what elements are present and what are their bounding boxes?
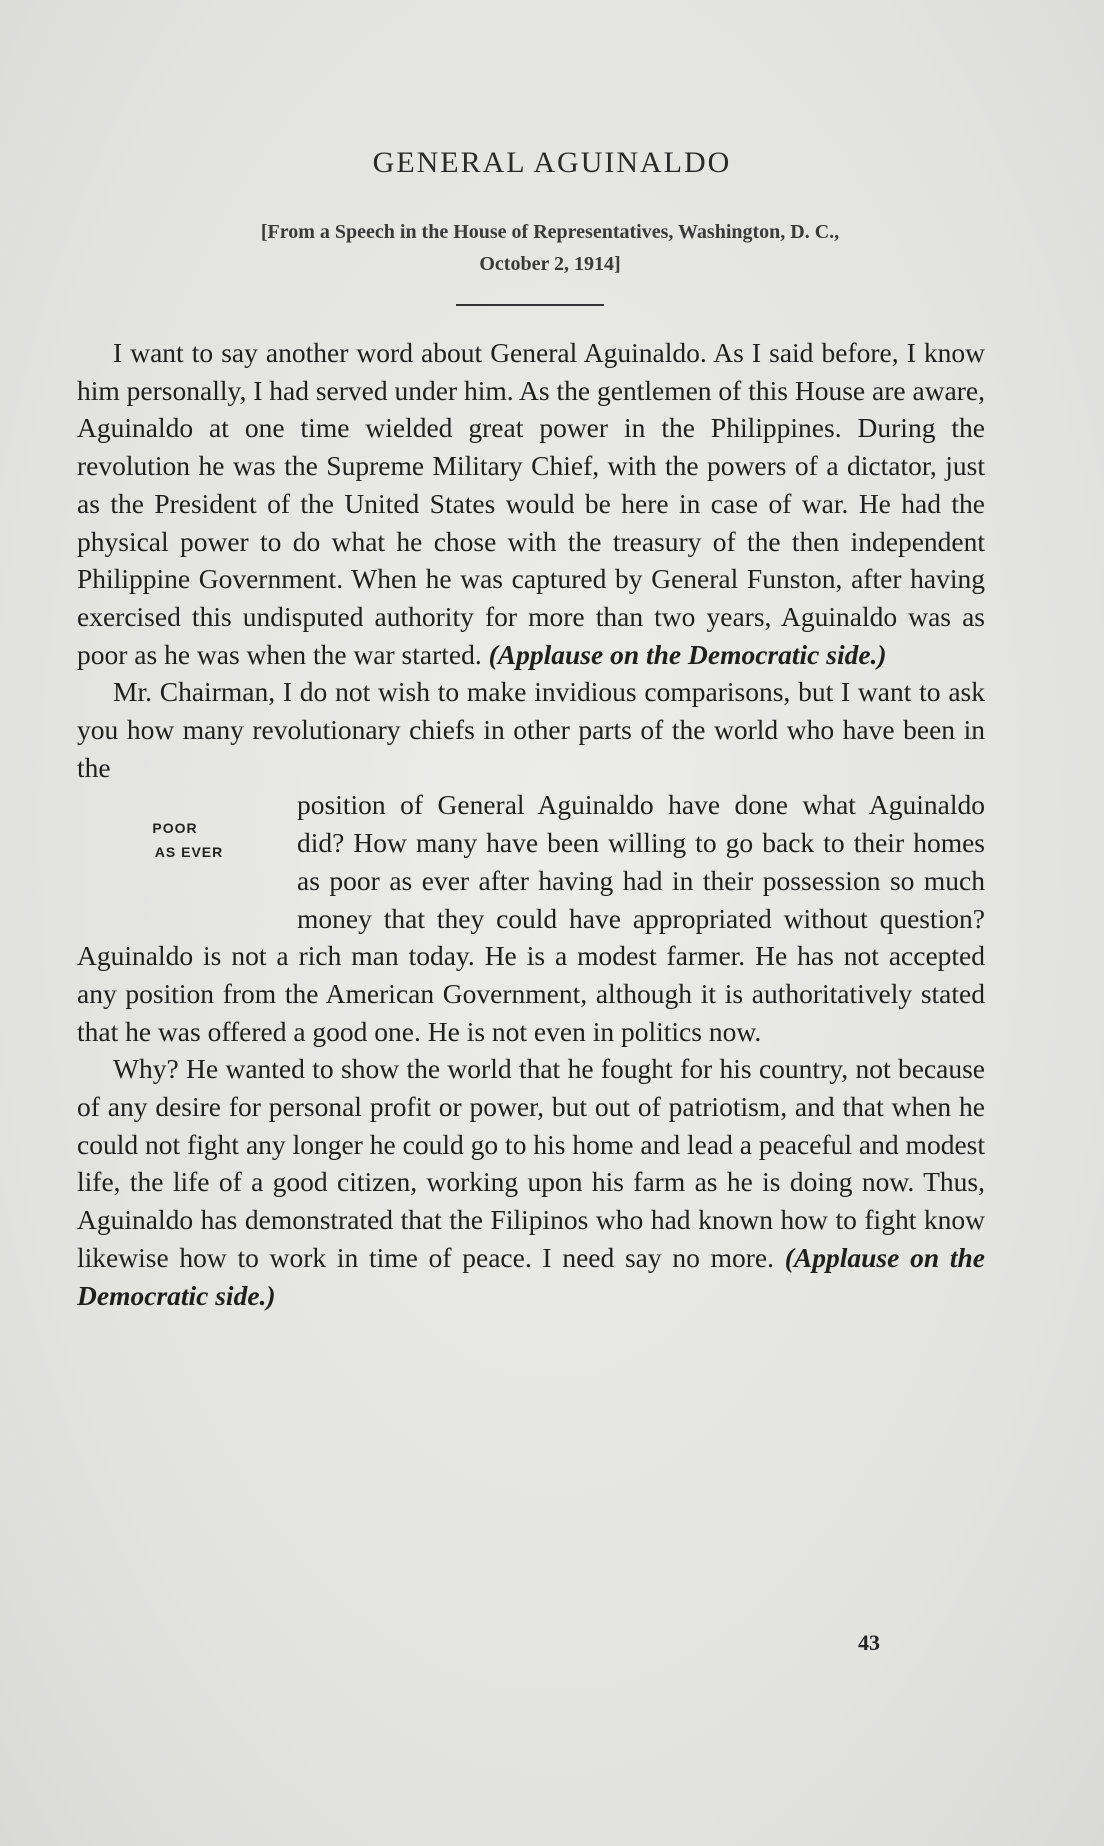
page-title: GENERAL AGUINALDO: [372, 146, 732, 179]
divider-rule: [456, 304, 604, 306]
paragraph-2-rest: position of General Aguinaldo have done what Aguinaldo did? How many have been willing to go back to their homes as poor as ever after having had in their possession so much money that they could have appropriated without question? Aguinaldo is not a rich man today. He is a modest farmer. He has not accepted any position from the American Government, although it is authoritatively stated that he was offered a good one. He is not even in politics now.: [77, 789, 985, 1047]
sidenote-line-2: AS EVER: [154, 844, 224, 861]
page-number: 43: [858, 1630, 880, 1655]
applause-note-1: (Applause on the Democratic side.): [488, 638, 887, 670]
source-citation: [90, 216, 1010, 280]
source-line-1: [From a Speech in the House of Representatives, Washington, D. C.,: [260, 221, 840, 243]
applause-note-2: (Applause on the Democratic side.): [77, 1241, 986, 1311]
margin-sidenote: [77, 786, 295, 901]
paragraph-1-text: I want to say another word about General Aguinaldo. As I said before, I know him personally, I had served under him. As the gentlemen of this House are aware, Aguinaldo at one time wielded great power in the Philippines. During the revolution he was the Supreme Military Chief, with the powers of a dictator, just as the President of the United States would be here in case of war. He had the physical power to do what he chose with the treasury of the then independent Philippine Government. When he was captured by General Funston, after having exercised this undisputed authority for more than two years, Aguinaldo was as poor as he was when the war started.: [77, 337, 985, 670]
paragraph-2-start: Mr. Chairman, I do not wish to make invidious comparisons, but I want to ask you how many revolutionary chiefs in other parts of the world who have been in the: [77, 676, 985, 783]
speech-body: [77, 334, 985, 1314]
sidenote-line-1: POOR: [152, 820, 198, 837]
paragraph-1: [77, 334, 985, 673]
source-line-2: October 2, 1914]: [479, 253, 621, 275]
paragraph-3-text: Why? He wanted to show the world that he fought for his country, not because of any desire for personal profit or power, but out of patriotism, and that when he could not fight any longer he could go to his home and lead a peaceful and modest life, the life of a good citizen, working upon his farm as he is doing now. Thus, Aguinaldo has demonstrated that the Filipinos who had known how to fight know likewise how to work in time of peace. I need say no more.: [77, 1053, 985, 1273]
paragraph-3: [77, 1050, 985, 1314]
paragraph-2: [77, 673, 985, 1050]
